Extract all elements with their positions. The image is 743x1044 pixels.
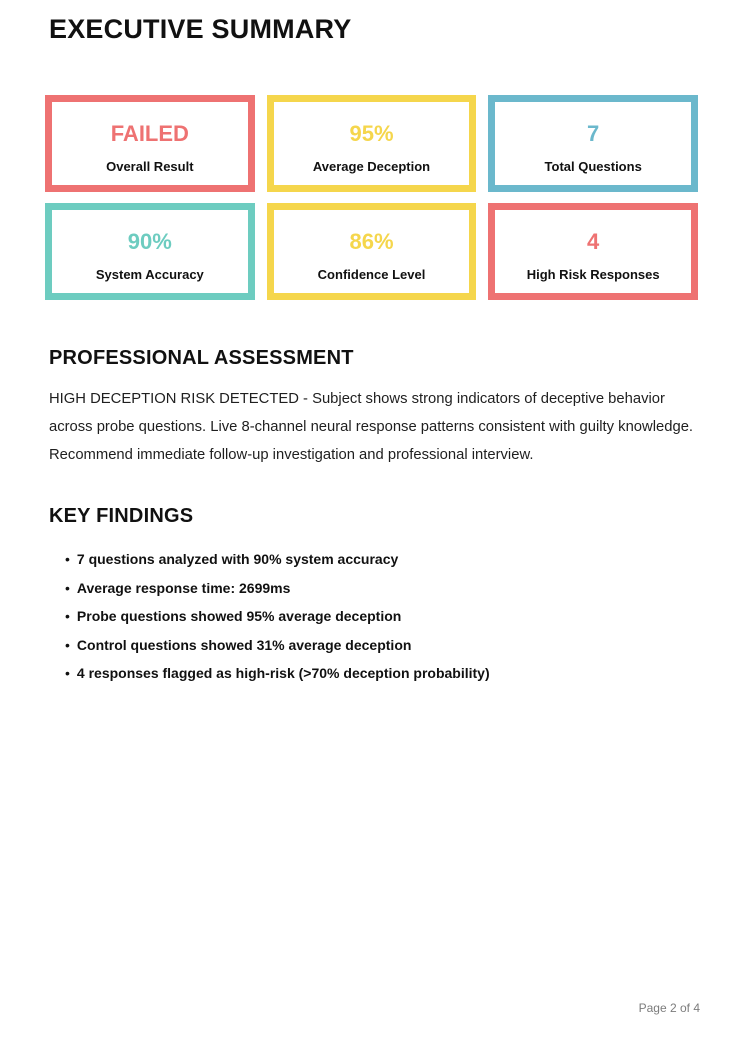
- finding-item: [65, 659, 700, 688]
- finding-item: [65, 545, 700, 574]
- finding-item: [65, 631, 700, 660]
- stat-card-confidence-level: [267, 203, 477, 300]
- page-title: EXECUTIVE SUMMARY: [49, 14, 352, 44]
- stat-value: FAILED: [110, 121, 189, 146]
- stat-label: System Accuracy: [95, 267, 204, 282]
- bullet-glyph: •: [65, 608, 70, 624]
- stat-card-high-risk-responses: [488, 203, 698, 300]
- stat-card-grid: [45, 95, 698, 300]
- finding-text: 4 responses flagged as high-risk (>70% deception probability): [76, 665, 490, 681]
- stat-card-system-accuracy: [45, 203, 255, 300]
- stat-value: 86%: [349, 229, 394, 254]
- section-heading-key-findings: KEY FINDINGS: [49, 505, 194, 527]
- stat-value: 95%: [349, 121, 394, 146]
- page-number: Page 2 of 4: [638, 1001, 700, 1015]
- stat-card-overall-result: [45, 95, 255, 192]
- stat-label: Average Deception: [312, 159, 431, 174]
- section-heading-professional-assessment: PROFESSIONAL ASSESSMENT: [49, 347, 354, 369]
- assessment-body-text: HIGH DECEPTION RISK DETECTED - Subject shows strong indicators of deceptive behavior across probe questions. Live 8-channel neural response patterns consistent with guilty knowledge. Recommend immediate follow-up investigation and professional interview.: [49, 391, 694, 463]
- finding-text: Average response time: 2699ms: [76, 579, 291, 596]
- finding-text: Control questions showed 31% average deception: [76, 636, 412, 653]
- stat-card-total-questions: [488, 95, 698, 192]
- stat-label: Total Questions: [544, 159, 642, 174]
- stat-card-average-deception: [267, 95, 477, 192]
- key-findings-list: [65, 545, 700, 688]
- finding-text: 7 questions analyzed with 90% system accuracy: [76, 551, 399, 567]
- bullet-glyph: •: [65, 636, 70, 653]
- stat-value: 7: [587, 121, 600, 146]
- stat-value: 90%: [127, 229, 172, 254]
- stat-label: Overall Result: [106, 159, 194, 174]
- stat-label: High Risk Responses: [526, 267, 660, 282]
- bullet-glyph: •: [65, 551, 70, 567]
- finding-item: [65, 574, 700, 603]
- finding-text: Probe questions showed 95% average deception: [76, 608, 402, 624]
- stat-value: 4: [587, 229, 600, 254]
- bullet-glyph: •: [65, 579, 70, 596]
- finding-item: [65, 602, 700, 631]
- stat-label: Confidence Level: [317, 267, 426, 282]
- bullet-glyph: •: [65, 665, 70, 681]
